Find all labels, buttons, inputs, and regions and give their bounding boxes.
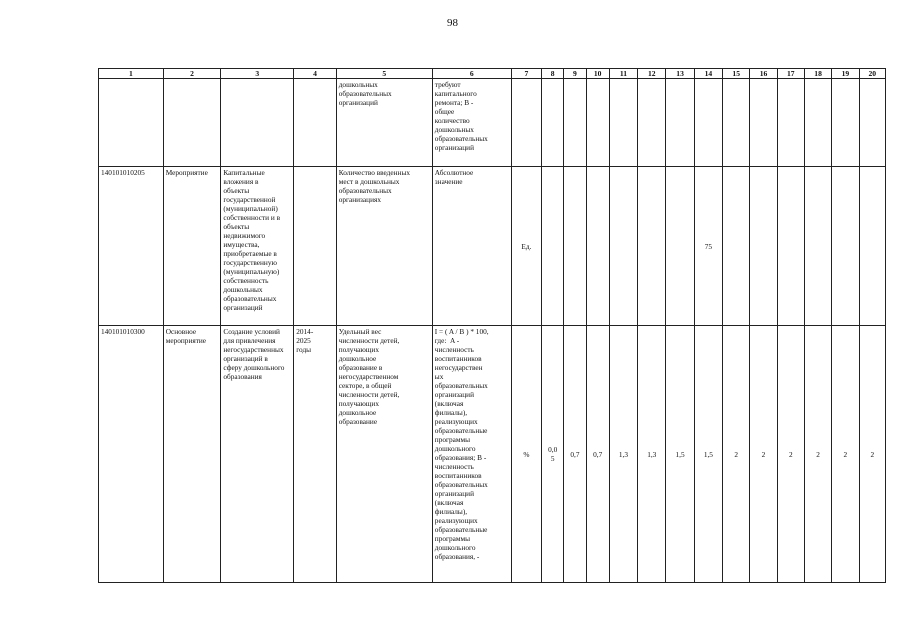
value-cell [542, 79, 564, 167]
type-cell [163, 79, 221, 167]
value-cell [750, 79, 777, 167]
value-cell [723, 167, 750, 326]
column-number: 1 [99, 69, 164, 79]
value-cell [859, 167, 885, 326]
column-number-row [99, 69, 886, 79]
column-number: 14 [694, 69, 722, 79]
name-cell: Капитальные вложения в объекты государственной (муниципальной) собственности и в объекты недвижимого имущества, приобретаемые в государственную (муниципальную) собственность дошкольных образовательных организаций [221, 167, 294, 326]
code-cell: 140101010205 [99, 167, 164, 326]
table-row [99, 167, 886, 326]
table-row [99, 326, 886, 583]
column-number: 3 [221, 69, 294, 79]
value-cell [638, 79, 666, 167]
value-cell: 1,5 [694, 326, 722, 583]
period-cell [294, 79, 336, 167]
column-number: 11 [609, 69, 637, 79]
value-cell [750, 167, 777, 326]
value-cell [609, 79, 637, 167]
unit-cell [511, 79, 541, 167]
value-cell [832, 79, 859, 167]
column-number: 7 [511, 69, 541, 79]
value-cell [638, 167, 666, 326]
value-cell [564, 79, 586, 167]
column-number: 17 [777, 69, 804, 79]
value-cell [777, 79, 804, 167]
column-number: 6 [432, 69, 511, 79]
indicator-table [98, 68, 886, 583]
indicator-cell: дошкольных образовательных организаций [336, 79, 432, 167]
value-cell: 2 [804, 326, 831, 583]
column-number: 5 [336, 69, 432, 79]
value-cell [832, 167, 859, 326]
column-number: 16 [750, 69, 777, 79]
value-cell [586, 79, 609, 167]
value-cell: 75 [694, 167, 722, 326]
column-number: 20 [859, 69, 885, 79]
column-number: 19 [832, 69, 859, 79]
column-number: 9 [564, 69, 586, 79]
value-cell: 1,5 [666, 326, 694, 583]
value-cell [564, 167, 586, 326]
value-cell: 1,3 [609, 326, 637, 583]
value-cell [666, 167, 694, 326]
value-cell [586, 167, 609, 326]
name-cell: Создание условий для привлечения негосударственных организаций в сферу дошкольного образования [221, 326, 294, 583]
formula-cell: Абсолютное значение [432, 167, 511, 326]
value-cell: 1,3 [638, 326, 666, 583]
formula-cell: I = ( A / B ) * 100, где: A - численность воспитанников негосударствен ых образовательных организаций (включая филиалы), реализующих образовательные программы дошкольного образования; В - численность воспитанников образовательных организаций (включая филиалы), реализующих образовательные программы дошкольного образования, - [432, 326, 511, 583]
period-cell: 2014- 2025 годы [294, 326, 336, 583]
formula-cell: требуют капитального ремонта; В - общее количество дошкольных образовательных организаций [432, 79, 511, 167]
value-cell: 2 [723, 326, 750, 583]
unit-cell: Ед. [511, 167, 541, 326]
column-number: 15 [723, 69, 750, 79]
value-cell: 2 [832, 326, 859, 583]
value-cell [804, 167, 831, 326]
name-cell [221, 79, 294, 167]
value-cell [804, 79, 831, 167]
value-cell [859, 79, 885, 167]
value-cell: 2 [859, 326, 885, 583]
column-number: 10 [586, 69, 609, 79]
column-number: 8 [542, 69, 564, 79]
period-cell [294, 167, 336, 326]
value-cell [609, 167, 637, 326]
value-cell: 0,7 [586, 326, 609, 583]
value-cell: 2 [750, 326, 777, 583]
column-number: 13 [666, 69, 694, 79]
value-cell: 0,0 5 [542, 326, 564, 583]
value-cell [777, 167, 804, 326]
indicator-cell: Удельный вес численности детей, получающих дошкольное образование в негосударственном секторе, в общей численности детей, получающих дошкольное образование [336, 326, 432, 583]
value-cell [694, 79, 722, 167]
value-cell [666, 79, 694, 167]
page-number: 98 [447, 17, 458, 29]
column-number: 2 [163, 69, 221, 79]
value-cell [542, 167, 564, 326]
value-cell: 0,7 [564, 326, 586, 583]
indicator-cell: Количество введенных мест в дошкольных образовательных организациях [336, 167, 432, 326]
value-cell: 2 [777, 326, 804, 583]
value-cell [723, 79, 750, 167]
table-row [99, 79, 886, 167]
column-number: 4 [294, 69, 336, 79]
unit-cell: % [511, 326, 541, 583]
type-cell: Мероприятие [163, 167, 221, 326]
column-number: 12 [638, 69, 666, 79]
code-cell [99, 79, 164, 167]
code-cell: 140101010300 [99, 326, 164, 583]
column-number: 18 [804, 69, 831, 79]
type-cell: Основное мероприятие [163, 326, 221, 583]
